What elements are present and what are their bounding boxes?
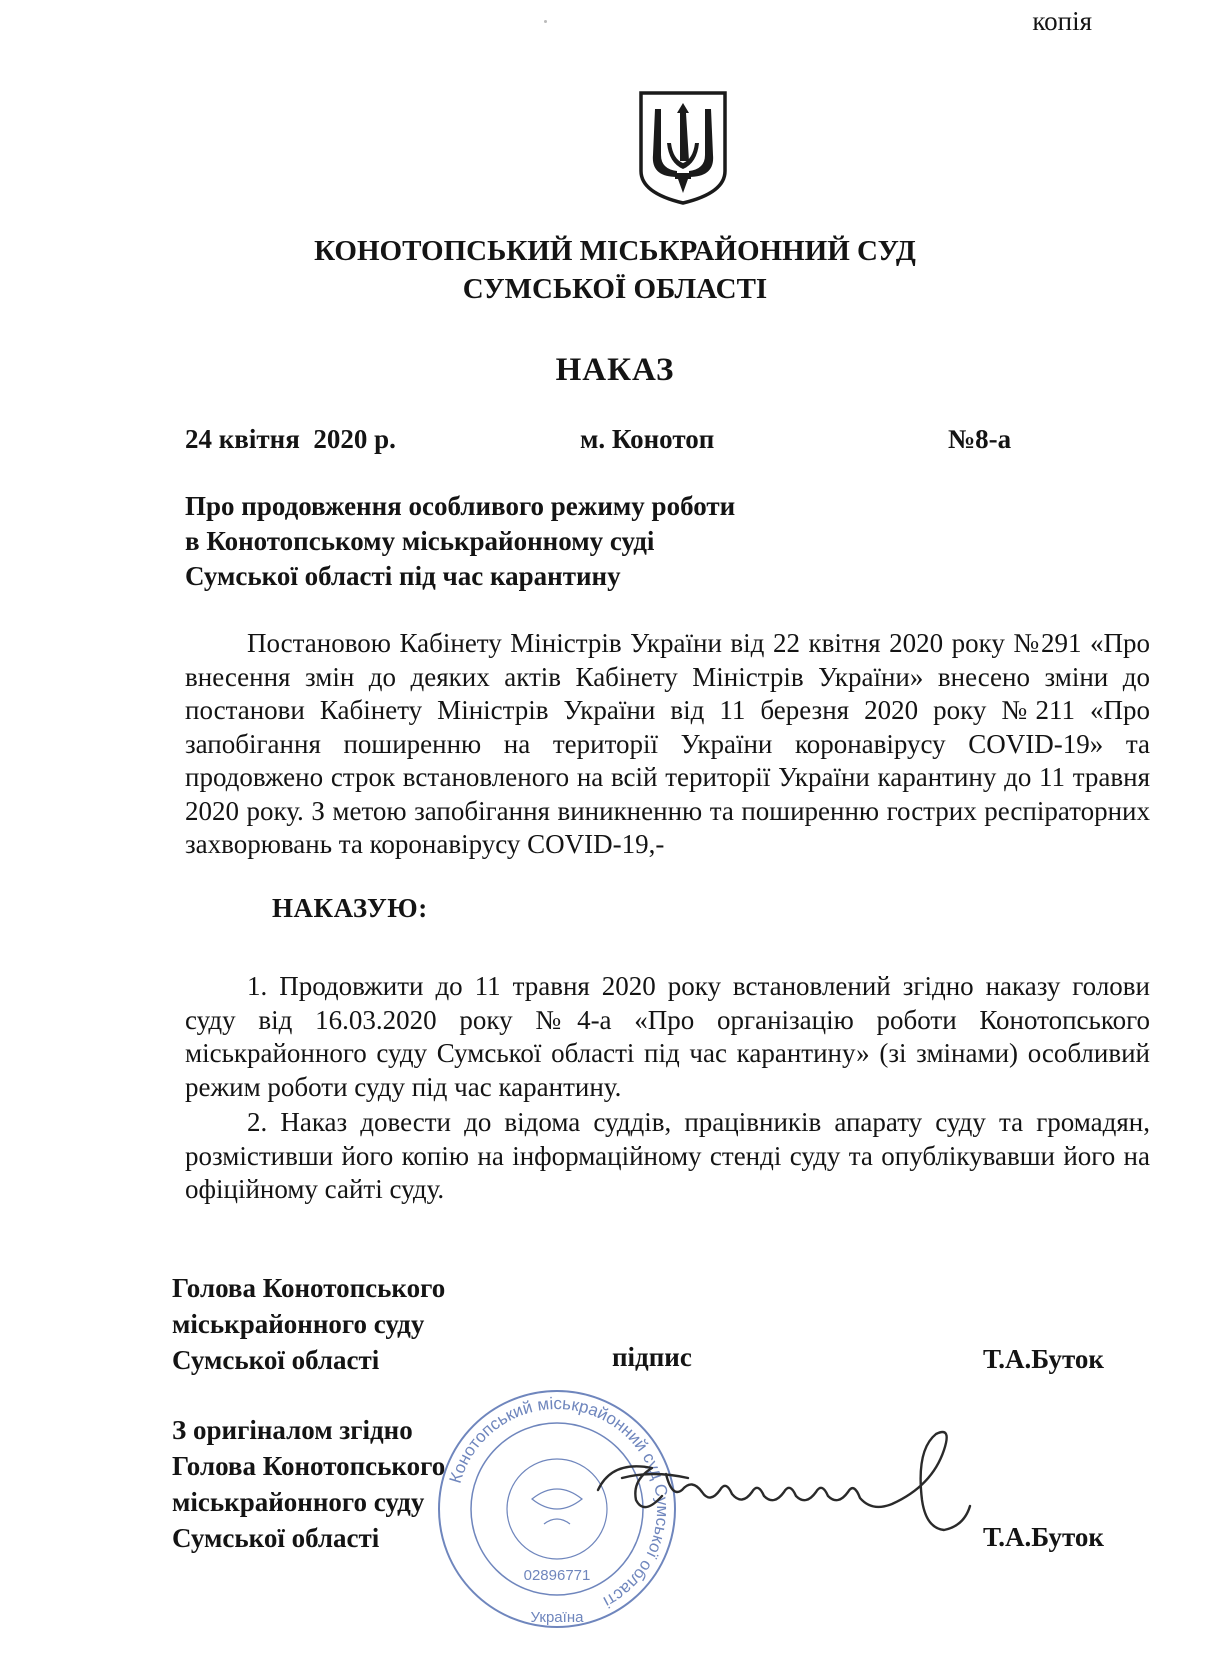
subject-line-3: Сумської області під час карантину: [185, 561, 621, 591]
order-item-2-text: 2. Наказ довести до відома суддів, працівників апарату суду та громадян, розмістивши його копію на інформаційному стенді суду та опублікувавши його на офіційному сайті суду.: [185, 1107, 1150, 1204]
subject-line-2: в Конотопському міськрайонному суді: [185, 526, 655, 556]
stamp-code: 02896771: [523, 1567, 591, 1584]
order-date: 24 квітня 2020 р.: [185, 424, 396, 454]
signed-label: підпис: [612, 1342, 692, 1372]
subject-line-1: Про продовження особливого режиму роботи: [185, 491, 736, 521]
order-number: №8-а: [948, 424, 1012, 454]
trident-coat-of-arms-icon: [637, 89, 729, 207]
stamp-country: Україна: [530, 1609, 584, 1626]
handwritten-signature: [592, 1420, 1012, 1560]
order-item-2: [185, 1106, 1150, 1207]
signatory-name-2: Т.А.Буток: [983, 1522, 1104, 1552]
signatory-name-1: Т.А.Буток: [983, 1344, 1104, 1374]
signatory-2-line-1: З оригіналом згідно: [172, 1415, 413, 1445]
preamble-text: Постановою Кабінету Міністрів України від 22 квітня 2020 року №291 «Про внесення змін до деяких актів Кабінету Міністрів України» внесено зміни до постанови Кабінету Міністрів України від 11 березня 2020 року №211 «Про запобігання поширенню на території України коронавірусу COVID-19» та продовжено строк встановленого на всій території України карантину до 11 травня 2020 року. З метою запобігання виникненню та поширенню гострих респіраторних захворювань та коронавірусу COVID-19,-: [185, 628, 1150, 859]
signatory-1-line-3: Сумської області: [172, 1345, 380, 1375]
order-item-1: [185, 970, 1150, 1104]
scan-speck: [544, 20, 547, 23]
signatory-1-line-1: Голова Конотопського: [172, 1273, 446, 1303]
signatory-2-line-2: Голова Конотопського: [172, 1451, 446, 1481]
stamp-ring-text: Конотопський міськрайонний суд Сумської області: [445, 1393, 673, 1612]
order-city: м. Конотоп: [580, 424, 715, 454]
signatory-2-line-4: Сумської області: [172, 1523, 380, 1553]
preamble-paragraph: [185, 627, 1150, 862]
signatory-title-1: [172, 1270, 445, 1378]
court-name-line-2: СУМСЬКОЇ ОБЛАСТІ: [462, 273, 768, 305]
document-title: НАКАЗ: [555, 352, 675, 388]
signatory-1-line-2: міськрайонного суду: [172, 1309, 425, 1339]
order-subject: [185, 489, 735, 594]
copy-mark: копія: [1032, 6, 1092, 36]
order-item-1-text: 1. Продовжити до 11 травня 2020 року встановлений згідно наказу голови суду від 16.03.2020 року №4-а «Про організацію роботи Конотопського міськрайонного суду Сумської області під час карантину» (зі змінами) особливий режим роботи суду під час карантину.: [185, 971, 1150, 1102]
court-name: [0, 232, 1230, 308]
signatory-2-line-3: міськрайонного суду: [172, 1487, 425, 1517]
signatory-title-2: [172, 1412, 445, 1556]
court-name-line-1: КОНОТОПСЬКИЙ МІСЬКРАЙОННИЙ СУД: [314, 235, 916, 267]
order-heading: НАКАЗУЮ:: [272, 893, 428, 923]
